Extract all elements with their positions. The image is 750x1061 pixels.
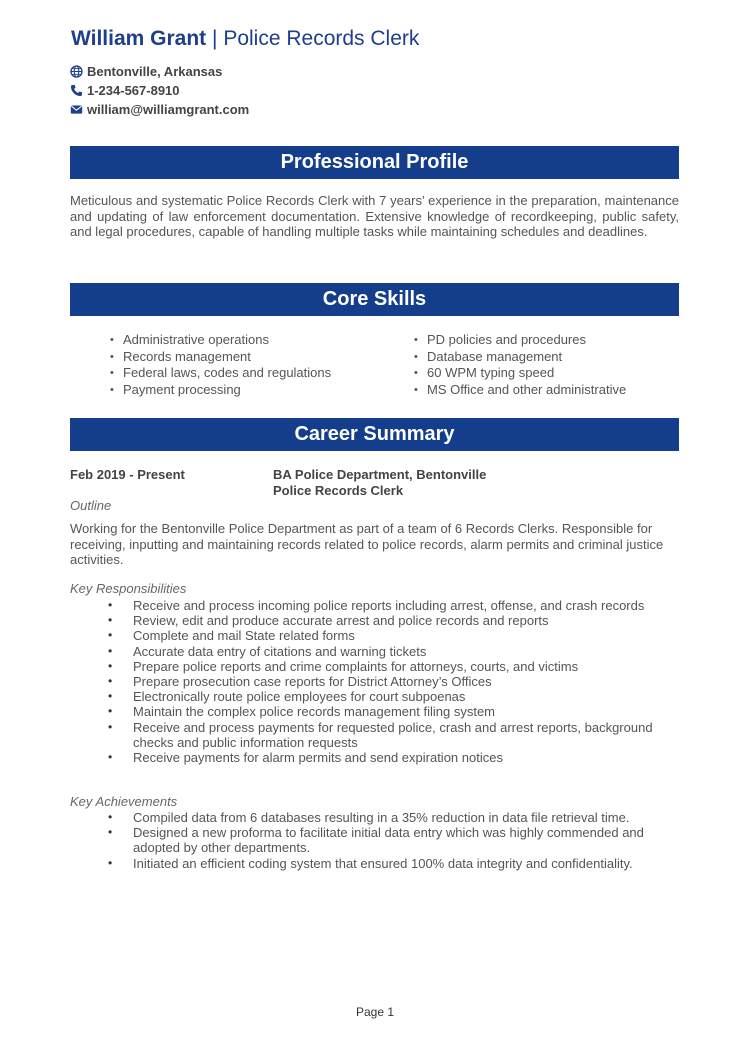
contact-email [70, 100, 249, 119]
skills-list [110, 332, 690, 398]
skill-item: • MS Office and other administrative [414, 382, 626, 399]
section-heading-profile: Professional Profile [70, 146, 679, 179]
contact-location [70, 62, 249, 81]
header-separator: | [212, 27, 218, 50]
contact-block [70, 62, 249, 119]
globe-icon [70, 65, 83, 78]
skill-item: • Database management [414, 349, 626, 366]
responsibilities-list [108, 598, 688, 765]
job-employer: BA Police Department, Bentonville [273, 467, 487, 482]
list-item: • Complete and mail State related forms [108, 628, 688, 643]
skills-column-left [110, 332, 414, 398]
outline-text: Working for the Bentonville Police Department as part of a team of 6 Records Clerks. Responsible for receiving, inputting and maintaining records related to police records, alarm permits and criminal justice activities. [70, 521, 664, 567]
skill-item: • Federal laws, codes and regulations [110, 365, 414, 382]
envelope-icon [70, 103, 83, 116]
job-role: Police Records Clerk [273, 483, 404, 498]
achievements-list [108, 810, 688, 871]
skill-item: • 60 WPM typing speed [414, 365, 626, 382]
location-text: Bentonville, Arkansas [87, 64, 223, 79]
job-employer-block [273, 467, 486, 499]
section-heading-career: Career Summary [70, 418, 679, 451]
list-item: • Receive and process payments for requested police, crash and arrest reports, background checks and public information requests [108, 720, 688, 750]
list-item: • Initiated an efficient coding system that ensured 100% data integrity and confidentiality. [108, 856, 688, 871]
skill-item: • Administrative operations [110, 332, 414, 349]
list-item: • Prepare prosecution case reports for District Attorney’s Offices [108, 674, 688, 689]
job-date: Feb 2019 - Present [70, 467, 185, 482]
list-item: • Designed a new proforma to facilitate initial data entry which was highly commended and adopted by other departments. [108, 825, 688, 855]
list-item: • Receive payments for alarm permits and send expiration notices [108, 750, 688, 765]
list-item: • Review, edit and produce accurate arrest and police records and reports [108, 613, 688, 628]
list-item: • Maintain the complex police records management filing system [108, 704, 688, 719]
list-item: • Compiled data from 6 databases resulting in a 35% reduction in data file retrieval time. [108, 810, 688, 825]
skill-item: • Records management [110, 349, 414, 366]
responsibilities-label: Key Responsibilities [70, 581, 187, 596]
list-item: • Electronically route police employees for court subpoenas [108, 689, 688, 704]
achievements-label: Key Achievements [70, 794, 178, 809]
phone-icon [70, 84, 83, 97]
skill-item: • PD policies and procedures [414, 332, 626, 349]
contact-phone [70, 81, 249, 100]
skill-item: • Payment processing [110, 382, 414, 399]
list-item: • Prepare police reports and crime complaints for attorneys, courts, and victims [108, 659, 688, 674]
skills-column-right [414, 332, 626, 398]
list-item: • Accurate data entry of citations and warning tickets [108, 644, 688, 659]
outline-label: Outline [70, 498, 112, 513]
list-item: • Receive and process incoming police reports including arrest, offense, and crash records [108, 598, 688, 613]
phone-text: 1-234-567-8910 [87, 83, 180, 98]
page-number: Page 1 [355, 1005, 395, 1019]
profile-text: Meticulous and systematic Police Records Clerk with 7 years’ experience in the preparation, maintenance and updating of law enforcement documentation. Extensive knowledge of recordkeeping, public safety, and legal procedures, capable of handling multiple tasks while maintaining schedules and deadlines. [70, 193, 679, 239]
resume-header [71, 27, 419, 51]
job-title: Police Records Clerk [223, 27, 420, 50]
email-text: william@williamgrant.com [87, 102, 250, 117]
candidate-name: William Grant [71, 27, 207, 50]
section-heading-skills: Core Skills [70, 283, 679, 316]
